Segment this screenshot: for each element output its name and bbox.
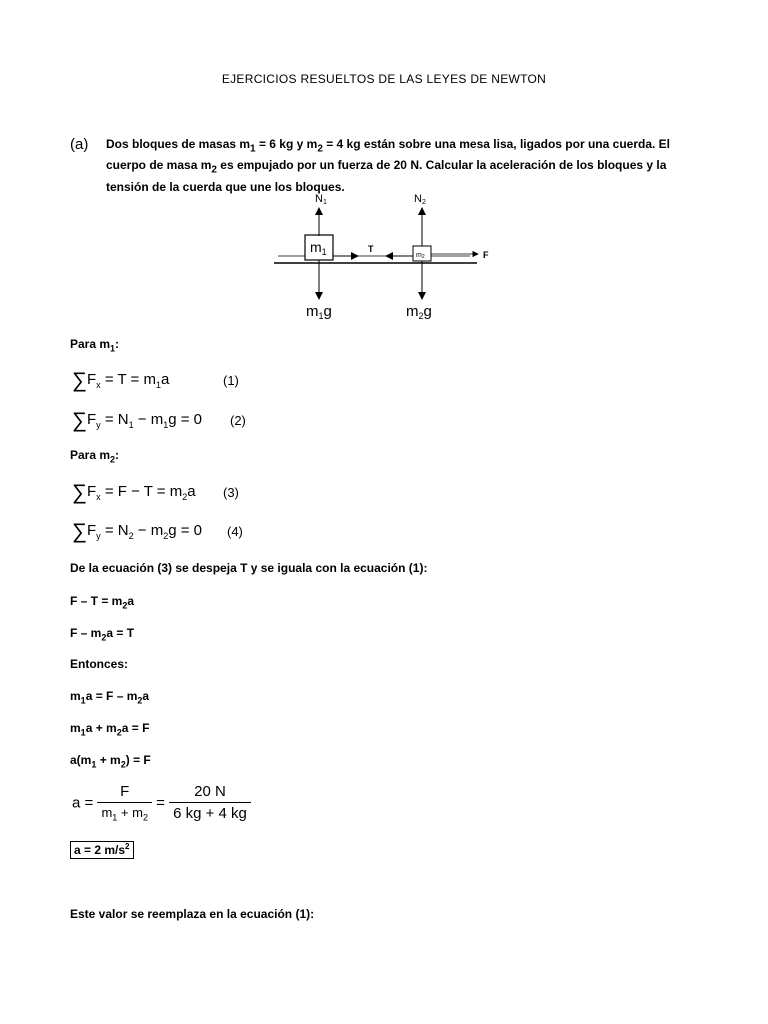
fraction-2: $\frac{20 N}{6 kg + 4 kg}$ [169,783,251,822]
equation-1: $\sum F_x = T = m_1a$ [72,369,170,392]
problem-statement: Dos bloques de masas $m_1 = 6$ kg y $m_2 = 4$ kg están sobre una mesa lisa, ligados por una cuerda. El cuerpo de masa $m_2$ es empujado por un fuerza de 20 N. Calcular la aceleración de los bloques y la tensión de la cuerda que une los bloques. [106,137,670,194]
normal-label-2: N2 [414,193,426,206]
fraction-equation: a = $\frac{F}{m_1 + m_2}$ = $\frac{20 N}{6 kg + 4 kg}$ [72,783,251,823]
step-4: $m_1a + m_2a = F$ [70,721,150,738]
step-intro: De la ecuación (3) se despeja T y se iguala con la ecuación (1): [70,561,428,575]
force-label: F [483,250,489,260]
page-title: EJERCICIOS RESUELTOS DE LAS LEYES DE NEWTON [221,72,547,86]
problem-label: (a) [70,136,89,153]
step-1: $F - T = m_2a$ [70,594,135,611]
block-m1-label: $m_1$ [310,239,327,257]
final-line: Este valor se reemplaza en la ecuación (1): [70,907,315,921]
equation-number-2: (2) [230,413,246,428]
equation-number-4: (4) [227,524,243,539]
result-box: a = 2 $m/s^2$ [70,842,134,857]
equation-2: $\sum F_y = N_1 - m_1g = 0$ [72,409,202,432]
normal-label-1: N1 [315,193,327,206]
step-3: $m_1a = F - m_2a$ [70,689,150,706]
step-5: $a(m_1 + m_2) = F$ [70,753,151,770]
block-m2-label: m2 [416,252,425,260]
summation-symbol: ∑ [72,481,87,504]
equation-number-1: (1) [223,373,239,388]
summation-symbol: ∑ [72,520,87,543]
heading-para-m1: Para $m_1$: [70,337,120,354]
force-diagram [0,0,768,340]
entonces-label: Entonces: [70,657,129,671]
equation-4: $\sum F_y = N_2 - m_2g = 0$ [72,520,202,543]
weight-label-2: $m_2g$ [406,303,432,321]
summation-symbol: ∑ [72,369,87,392]
equation-number-3: (3) [223,485,239,500]
step-2: $F - m_2a = T$ [70,626,135,643]
heading-para-m2: Para $m_2$: [70,448,120,465]
tension-label: T [368,244,374,254]
equation-3: $\sum F_x = F - T = m_2a$ [72,481,196,504]
summation-symbol: ∑ [72,409,87,432]
weight-label-1: $m_1g$ [306,303,332,321]
fraction-1: $\frac{F}{m_1 + m_2}$ [97,783,152,823]
